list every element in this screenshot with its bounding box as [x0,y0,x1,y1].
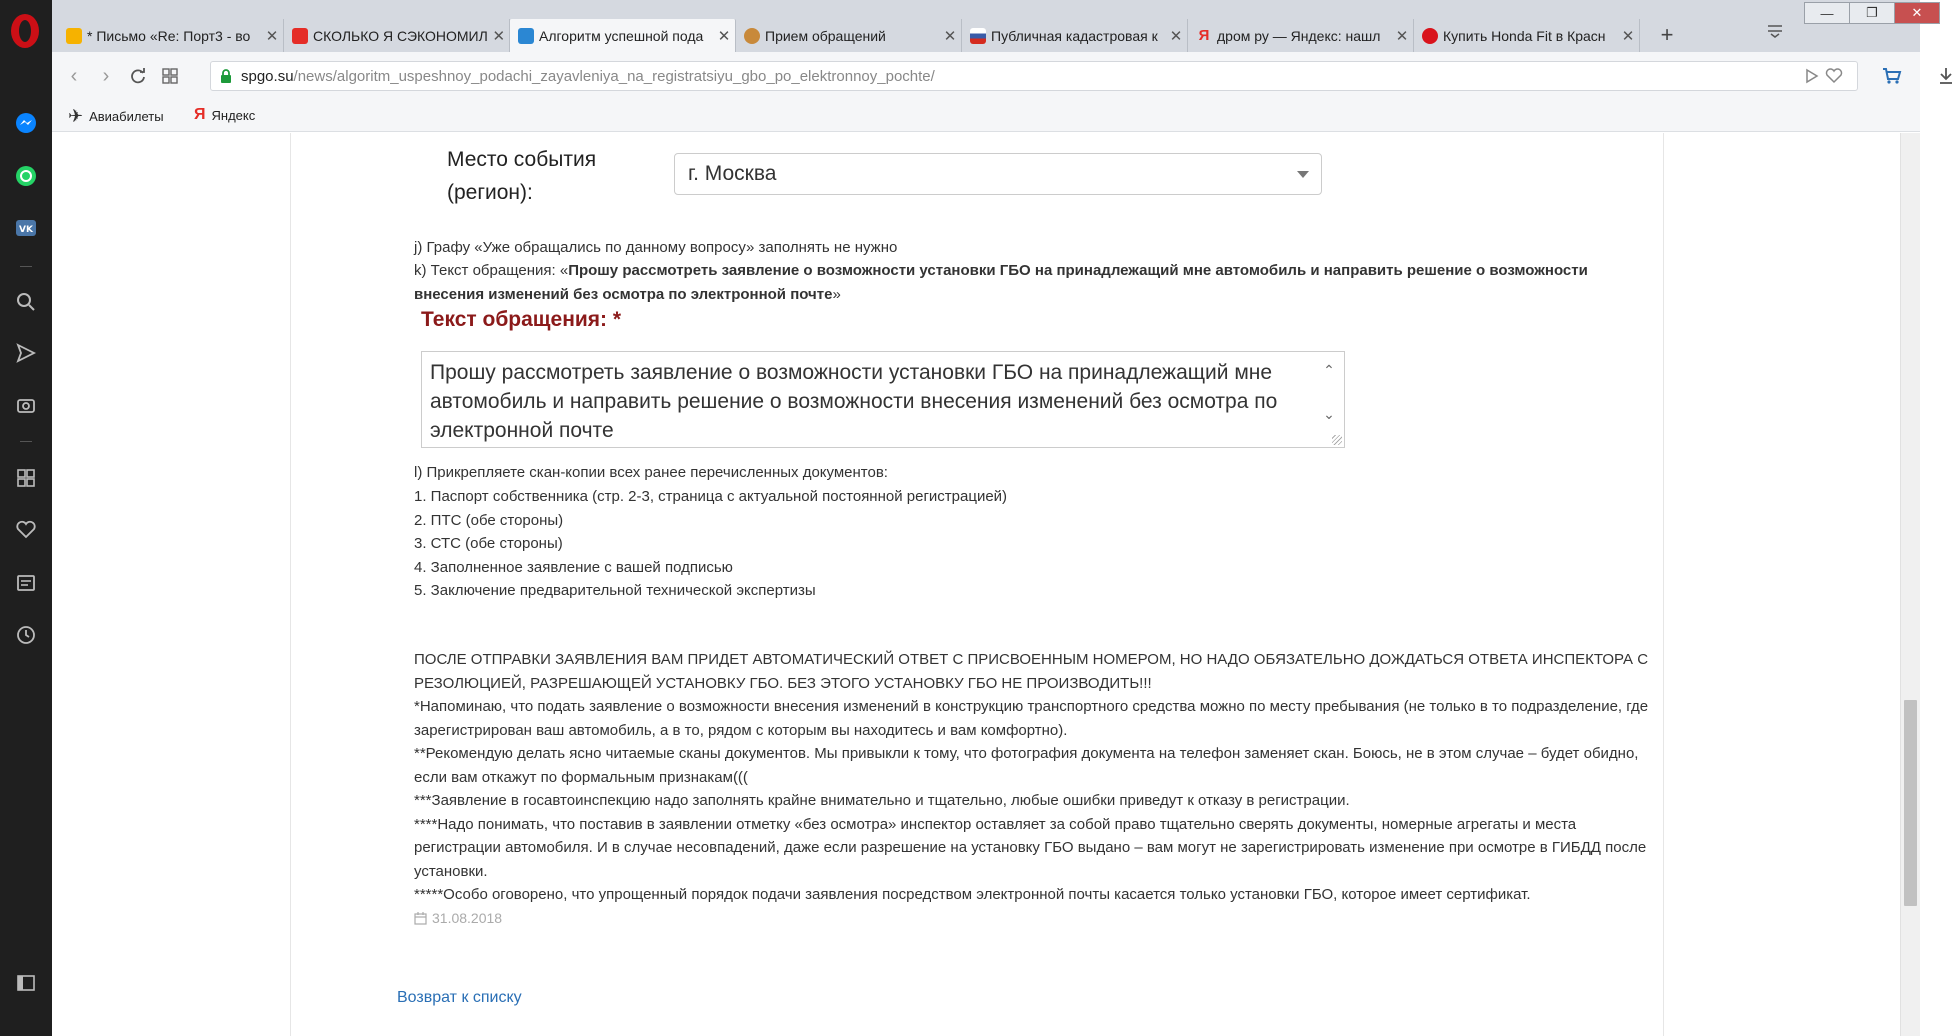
minimize-button[interactable]: — [1804,2,1850,24]
note: **Рекомендую делать ясно читаемые сканы документов. Мы привыкли к тому, что фотография документа на телефон заменяет скан. Боюсь, не в этом случае – будет обидно, если вам откажут по формальным признакам((( [414,745,1639,786]
address-bar-row [52,52,1920,100]
bookmark-label: Яндекс [211,107,256,123]
bookmark-aviabilety[interactable] [68,106,164,127]
url-path: /news/algoritm_uspeshnoy_podachi_zayavleniya_na_registratsiyu_gbo_po_elektronnoy_pochte/ [293,67,935,85]
site-favicon-icon [518,28,534,44]
news-icon[interactable] [13,570,39,596]
tab-menu-icon[interactable] [1762,18,1788,44]
chevron-down-icon[interactable]: ⌄ [1323,406,1335,422]
tab-mail[interactable] [58,19,284,52]
yandex-favicon-icon: Я [1198,26,1210,44]
tab-yandex[interactable] [1188,19,1414,52]
airplane-icon: ✈ [68,106,84,126]
lock-icon [211,69,241,84]
send-icon[interactable] [13,340,39,366]
close-icon[interactable]: ✕ [492,27,506,45]
mail-favicon-icon [66,28,82,44]
note: ****Надо понимать, что поставив в заявлении отметку «без осмотра» инспектор оставляет за собой право тщательно сверять документы, номерные агрегаты и места регистрации автомобиля. И в случае несовпадений, даже если разрешение на установку ГБО выдано – вам могут не зарегистрировать изменение при осмотре в ГИБДД после установки. [414,815,1647,880]
list-item: 1. Паспорт собственника (стр. 2-3, страница с актуальной постоянной регистрацией) [414,488,1008,505]
cart-icon[interactable] [1878,62,1906,90]
flag-favicon-icon [970,28,986,44]
new-tab-button[interactable]: + [1660,22,1674,47]
tab-title: Купить Honda Fit в Красн [1443,27,1606,44]
tab-title: Алгоритм успешной пода [539,27,704,44]
bookmark-heart-icon[interactable] [1825,68,1843,88]
step-j: j) Графу «Уже обращались по данному вопросу» заполнять не нужно [414,239,898,256]
sidebar-toggle-icon[interactable] [13,970,39,996]
note: *Напоминаю, что подать заявление о возможности внесения изменений в конструкцию транспортного средства можно по месту пребывания (не только в то подразделение, где зарегистрирован ваш автомобиль, а в то, рядом с которым вы находитесь и вам комфортно). [414,698,1649,739]
bookmark-yandex[interactable] [194,106,255,124]
snap-icon[interactable] [1805,68,1819,88]
list-item: 4. Заполненное заявление с вашей подписью [414,558,733,576]
opera-sidebar [0,0,52,1036]
tab-title: СКОЛЬКО Я СЭКОНОМИЛ [313,27,488,44]
tab-kadastr[interactable] [962,19,1188,52]
drom-favicon-icon [1422,28,1438,44]
scrollbar-thumb[interactable] [1904,700,1917,906]
page-scrollbar[interactable] [1900,133,1920,1036]
yandex-icon: Я [194,106,206,123]
close-icon[interactable]: ✕ [1395,27,1409,45]
region-select-value: г. Москва [688,162,777,185]
step-l: l) Прикрепляете скан-копии всех ранее перечисленных документов: [414,464,888,481]
note: ***Заявление в госавтоинспекцию надо заполнять крайне внимательно и тщательно, любые ошибки приведут к отказу в регистрации. [414,792,1350,809]
tab-title: * Письмо «Re: Порт3 - во [87,27,251,44]
youtube-favicon-icon [292,28,308,44]
maximize-button[interactable]: ❐ [1849,2,1895,24]
tabs-grid-icon[interactable] [156,62,184,90]
note: *****Особо оговорено, что упрощенный порядок подачи заявления посредством электронной почты касается только установки ГБО, которое имеет сертификат. [414,886,1531,903]
close-window-button[interactable]: ✕ [1894,2,1940,24]
back-to-list-link[interactable]: Возврат к списку [397,989,522,1006]
step-k-quote: Прошу рассмотреть заявление о возможности установки ГБО на принадлежащий мне автомобиль и направить решение о возможности внесения изменений без осмотра по электронной почте [414,262,1588,303]
page-viewport [52,133,1900,1036]
vk-icon[interactable] [13,215,39,241]
opera-menu-icon[interactable] [11,14,39,48]
camera-icon[interactable] [13,392,39,418]
tab-title: Публичная кадастровая к [991,27,1158,44]
chevron-up-icon[interactable]: ⌃ [1323,362,1335,378]
close-icon[interactable]: ✕ [717,27,731,45]
tab-youtube[interactable] [284,19,510,52]
appeal-text: Прошу рассмотреть заявление о возможности установки ГБО на принадлежащий мне автомобиль и направить решение о возможности внесения изменений без осмотра по электронной почте [430,361,1278,442]
bookmark-label: Авиабилеты [89,109,164,124]
tab-bar [52,0,1923,52]
speed-dial-icon[interactable] [13,465,39,491]
svg-text:VK: VK [19,225,33,235]
list-item: 2. ПТС (обе стороны) [414,511,564,529]
docs-list [414,485,1007,603]
list-item: 3. СТС (обе стороны) [414,535,563,552]
step-k: k) Текст обращения: «Прошу рассмотреть заявление о возможности установки ГБО на принадлежащий мне автомобиль и направить решение о возможности внесения изменений без осмотра по электронной почте» [414,262,1588,303]
close-icon[interactable]: ✕ [1169,27,1183,45]
tab-algoritm[interactable] [510,19,736,52]
resize-handle-icon[interactable] [1332,435,1342,445]
warning-note: ПОСЛЕ ОТПРАВКИ ЗАЯВЛЕНИЯ ВАМ ПРИДЕТ АВТОМАТИЧЕСКИЙ ОТВЕТ С ПРИСВОЕННЫМ НОМЕРОМ, НО НАДО ОБЯЗАТЕЛЬНО ДОЖДАТЬСЯ ОТВЕТА ИНСПЕКТОРА С РЕЗОЛЮЦИЕЙ, РАЗРЕШАЮЩЕЙ УСТАНОВКУ ГБО. БЕЗ ЭТОГО УСТАНОВКУ ГБО НЕ ПРОИЗВОДИТЬ!!! [414,651,1649,692]
download-icon[interactable] [1932,62,1960,90]
chevron-down-icon [1297,171,1309,178]
messenger-icon[interactable] [13,110,39,136]
heart-icon[interactable] [13,517,39,543]
bookmarks-bar [52,100,1920,132]
url-host: spgo.su [241,67,294,85]
back-icon[interactable]: ‹ [70,64,78,87]
whatsapp-icon[interactable] [13,163,39,189]
close-icon[interactable]: ✕ [1621,27,1635,45]
reload-icon[interactable] [124,62,152,90]
calendar-icon [414,912,427,925]
appeal-label: Текст обращения: * [421,308,622,331]
gibdd-favicon-icon [744,28,760,44]
forward-icon[interactable]: › [102,64,110,87]
tab-drom[interactable] [1414,19,1640,52]
address-input[interactable] [210,61,1858,91]
notes [414,648,1654,907]
close-icon[interactable]: ✕ [943,27,957,45]
region-select[interactable] [674,153,1322,195]
list-item: 5. Заключение предварительной технической экспертизы [414,582,816,599]
tab-title: дром ру — Яндекс: нашл [1217,27,1381,44]
close-icon[interactable]: ✕ [265,27,279,45]
history-icon[interactable] [13,622,39,648]
appeal-textarea[interactable] [421,351,1345,448]
region-label: Место события (регион): [447,148,597,204]
publish-date: 31.08.2018 [414,910,502,926]
tab-title: Прием обращений [765,27,886,44]
tab-priem[interactable] [736,19,962,52]
search-icon[interactable] [13,289,39,315]
